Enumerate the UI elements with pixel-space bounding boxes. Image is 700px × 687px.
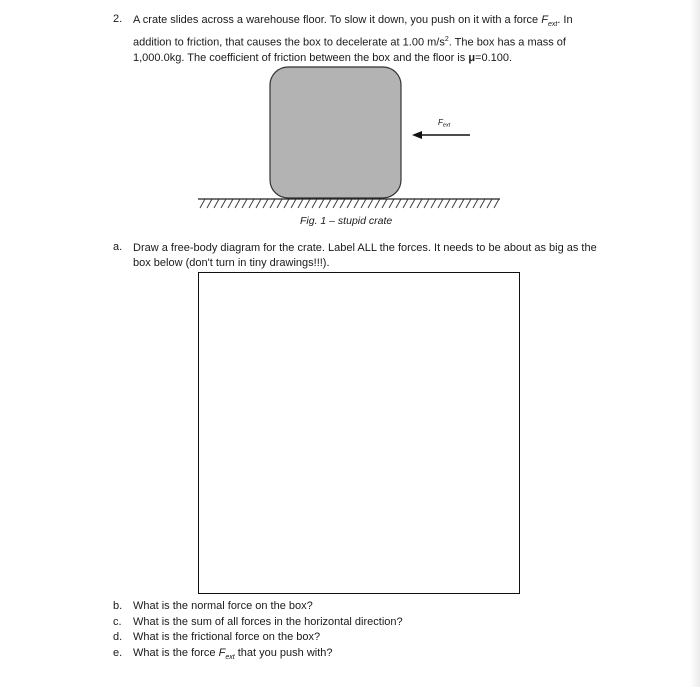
hatch-mark [256, 199, 261, 208]
floor-hatching [200, 199, 499, 208]
hatch-mark [487, 199, 492, 208]
crate-diagram [180, 60, 520, 220]
hatch-mark [207, 199, 212, 208]
hatch-mark [494, 199, 499, 208]
worksheet-page: 2. A crate slides across a warehouse floor. To slow it down, you push on it with a force $F_{ext}$. In addition to friction, that causes the box to decelerate at 1.00 $m/s^2$. The box has a mass of 1,000.0kg. The coefficient of friction between the box and the floor is μ=0.100. Fext Fig. 1 – stupid crate a. Draw a free-body diagram for the crate. Label ALL the forces. It needs to be about as big as the box below (don't turn in tiny drawings!!!). b. What is the normal force on the box? c. What is the sum of all forces in the horizontal direction? d. What is the frictional force on the box? e. What is the force $F_{ext}$ that you push with? [0, 0, 700, 687]
hatch-mark [235, 199, 240, 208]
question-text [133, 13, 593, 66]
part-a-text: Draw a free-body diagram for the crate. Label ALL the forces. It needs to be about as big as the box below (don't turn in tiny drawings!!!). [133, 242, 597, 269]
figure-caption: Fig. 1 – stupid crate [300, 215, 393, 227]
force-arrow-head [412, 131, 422, 139]
drawing-answer-box[interactable] [198, 272, 520, 594]
f-ext-symbol: $F_{ext}$ [218, 646, 235, 661]
hatch-mark [284, 199, 289, 208]
question-text-pre: A crate slides across a warehouse floor. To slow it down, you push on it with a force [133, 14, 542, 26]
f-ext-symbol: $F_{ext}$ [541, 14, 558, 29]
force-label: Fext [438, 118, 451, 129]
hatch-mark [326, 199, 331, 208]
hatch-mark [389, 199, 394, 208]
part-a-letter: a. [113, 241, 123, 253]
page-edge-shadow [690, 0, 700, 687]
hatch-mark [452, 199, 457, 208]
hatch-mark [242, 199, 247, 208]
hatch-mark [473, 199, 478, 208]
hatch-mark [312, 199, 317, 208]
hatch-mark [347, 199, 352, 208]
hatch-mark [403, 199, 408, 208]
hatch-mark [291, 199, 296, 208]
hatch-mark [368, 199, 373, 208]
hatch-mark [214, 199, 219, 208]
hatch-mark [445, 199, 450, 208]
hatch-mark [200, 199, 205, 208]
hatch-mark [319, 199, 324, 208]
hatch-mark [228, 199, 233, 208]
mu-value: =0.100. [475, 51, 513, 64]
crate-box [270, 67, 401, 198]
hatch-mark [249, 199, 254, 208]
hatch-mark [410, 199, 415, 208]
hatch-mark [466, 199, 471, 208]
hatch-mark [431, 199, 436, 208]
question-text-post: . The box has a mass of 1,000.0kg. The coefficient of friction between the box and the floor is [133, 36, 566, 64]
hatch-mark [417, 199, 422, 208]
hatch-mark [361, 199, 366, 208]
mu-symbol: μ [468, 51, 476, 64]
question-number: 2. [113, 13, 123, 25]
hatch-mark [270, 199, 275, 208]
hatch-mark [354, 199, 359, 208]
hatch-mark [333, 199, 338, 208]
crate-figure [180, 60, 520, 220]
hatch-mark [459, 199, 464, 208]
exponent: 2 [444, 36, 449, 44]
question-text-mid: . In addition to friction, that causes the box to decelerate at 1.00 m/s [133, 14, 573, 49]
hatch-mark [298, 199, 303, 208]
hatch-mark [221, 199, 226, 208]
hatch-mark [438, 199, 443, 208]
hatch-mark [305, 199, 310, 208]
hatch-mark [263, 199, 268, 208]
hatch-mark [340, 199, 345, 208]
hatch-mark [375, 199, 380, 208]
hatch-mark [382, 199, 387, 208]
hatch-mark [277, 199, 282, 208]
hatch-mark [424, 199, 429, 208]
hatch-mark [396, 199, 401, 208]
hatch-mark [480, 199, 485, 208]
